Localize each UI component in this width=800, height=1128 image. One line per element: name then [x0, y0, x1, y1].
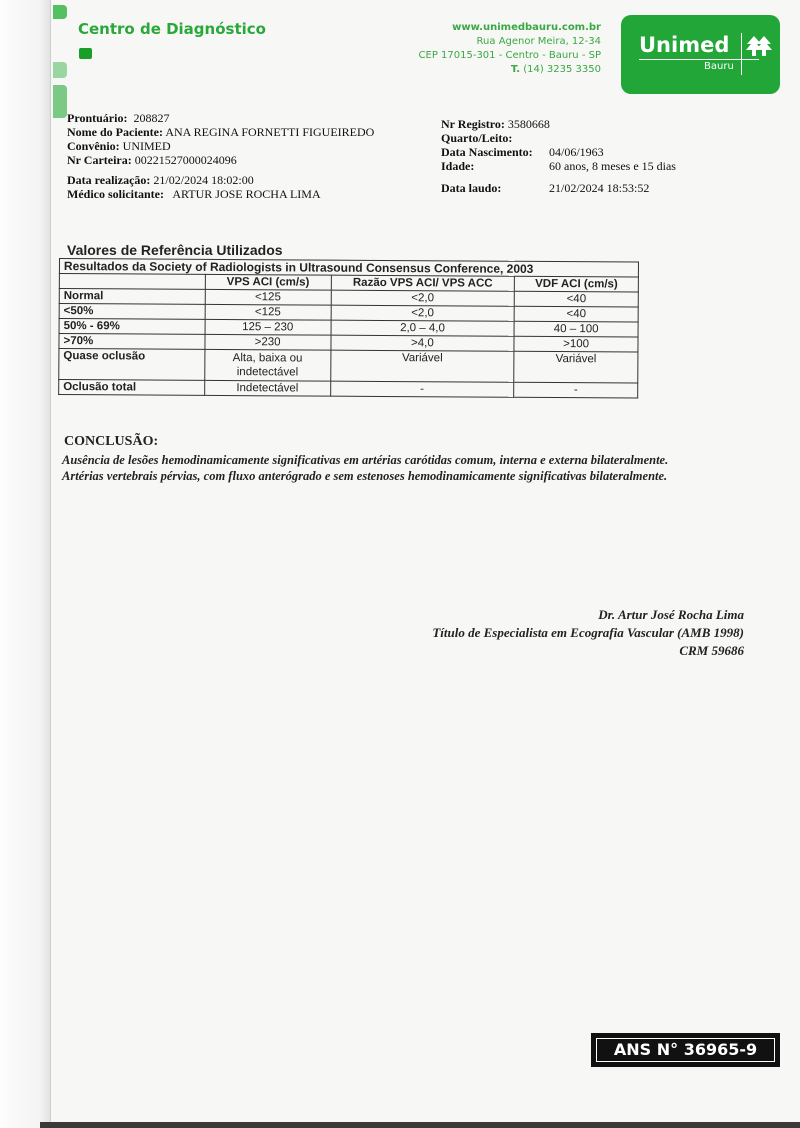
row-label: Normal [59, 289, 205, 305]
vdf-cell: >100 [514, 336, 638, 352]
idade-label: Idade: [441, 159, 475, 173]
phone-number: (14) 3235 3350 [523, 64, 601, 75]
row-label: 50% - 69% [59, 319, 205, 335]
table-caption: Resultados da Society of Radiologists in Ultrasound Consensus Conference, 2003 [59, 259, 638, 278]
vps-cell: Indetectável [204, 380, 330, 396]
conclusion-paragraph: Ausência de lesões hemodinamicamente significativas em artérias carótidas comum, interna e externa bilateralmente. [62, 453, 669, 467]
patient-info-right [441, 117, 676, 195]
row-label: <50% [59, 304, 205, 320]
row-label: Oclusão total [59, 380, 205, 396]
doctor-title: Título de Especialista em Ecografia Vascular (AMB 1998) [432, 625, 744, 640]
page-bottom-edge [40, 1122, 800, 1128]
vps-cell: <125 [205, 289, 331, 305]
vps-cell: >230 [205, 334, 331, 350]
column-header [59, 274, 205, 290]
green-tab-decoration [53, 5, 67, 19]
vps-cell: 125 – 230 [205, 319, 331, 335]
doctor-name: Dr. Artur José Rocha Lima [598, 607, 744, 622]
patient-name-row [67, 125, 374, 139]
prontuario-value: 208827 [133, 111, 170, 125]
patient-info-left [67, 111, 374, 201]
idade-value: 60 anos, 8 meses e 15 dias [549, 159, 676, 173]
vdf-cell: - [514, 382, 638, 398]
nascimento-label: Data Nascimento: [441, 145, 533, 159]
carteira-row [67, 153, 374, 167]
carteira-label: Nr Carteira: [67, 153, 132, 167]
patient-name-value: ANA REGINA FORNETTI FIGUEIREDO [165, 125, 375, 139]
page-binding-edge [0, 0, 51, 1128]
razao-cell: Variável [330, 350, 514, 382]
logo-divider [639, 59, 759, 60]
vps-cell: Alta, baixa ou indetectável [204, 349, 330, 381]
nascimento-value: 04/06/1963 [549, 145, 604, 159]
logo-subtitle: Bauru [704, 61, 734, 72]
carteira-value: 00221527000024096 [134, 153, 237, 167]
data-realizacao-value: 21/02/2024 18:02:00 [153, 173, 254, 187]
logo-divider [741, 33, 742, 75]
conclusion-body [62, 452, 748, 484]
vdf-cell: <40 [514, 306, 638, 322]
data-laudo-label: Data laudo: [441, 181, 502, 195]
address-line: CEP 17015-301 - Centro - Bauru - SP [418, 50, 601, 61]
doctor-crm: CRM 59686 [679, 643, 744, 658]
phone-label: T. [510, 64, 521, 75]
convenio-row [67, 139, 374, 153]
convenio-label: Convênio: [67, 139, 120, 153]
razao-cell: <2,0 [331, 290, 515, 306]
conclusion-title: CONCLUSÃO: [64, 434, 159, 449]
idade-row [441, 159, 676, 173]
razao-cell: <2,0 [331, 305, 515, 321]
row-label: Quase oclusão [59, 349, 205, 381]
green-tab-decoration [53, 85, 67, 118]
logo-name: Unimed [639, 33, 730, 57]
registro-label: Nr Registro: [441, 117, 505, 131]
vdf-cell: <40 [514, 291, 638, 307]
vdf-cell: Variável [514, 351, 638, 383]
unimed-tree-icon [745, 35, 773, 57]
unimed-logo [621, 15, 780, 94]
row-label: >70% [59, 334, 205, 350]
data-realizacao-label: Data realização: [67, 173, 151, 187]
table-row [59, 349, 638, 384]
vdf-cell: 40 – 100 [514, 321, 638, 337]
razao-cell: >4,0 [331, 335, 515, 351]
center-name: Centro de Diagnóstico [78, 20, 266, 38]
medico-label: Médico solicitante: [67, 187, 164, 201]
prontuario-row [67, 111, 374, 125]
registro-row [441, 117, 676, 131]
signature-block [432, 606, 744, 660]
address-block [419, 21, 601, 77]
razao-cell: - [330, 381, 514, 397]
prontuario-label: Prontuário: [67, 111, 128, 125]
medico-row [67, 187, 374, 201]
data-realizacao-row [67, 173, 374, 187]
table-row [59, 380, 638, 399]
quarto-row [441, 131, 676, 145]
reference-title: Valores de Referência Utilizados [67, 242, 283, 258]
patient-name-label: Nome do Paciente: [67, 125, 163, 139]
vps-cell: <125 [205, 304, 331, 320]
website-link[interactable]: www.unimedbauru.com.br [452, 22, 601, 33]
column-header: VPS ACI (cm/s) [205, 274, 331, 290]
convenio-value: UNIMED [122, 139, 171, 153]
ans-number: ANS N° 36965-9 [596, 1038, 775, 1062]
data-laudo-row [441, 181, 676, 195]
column-header: VDF ACI (cm/s) [515, 276, 639, 292]
address-line: Rua Agenor Meira, 12-34 [476, 36, 601, 47]
brand-square-icon [79, 48, 92, 59]
data-laudo-value: 21/02/2024 18:53:52 [549, 181, 650, 195]
registro-value: 3580668 [507, 117, 550, 131]
razao-cell: 2,0 – 4,0 [331, 320, 515, 336]
reference-table [58, 258, 639, 399]
quarto-label: Quarto/Leito: [441, 131, 513, 145]
column-header: Razão VPS ACI/ VPS ACC [331, 275, 515, 291]
phone-line [419, 63, 601, 77]
ans-badge [592, 1034, 779, 1066]
conclusion-paragraph: Artérias vertebrais pérvias, com fluxo anterógrado e sem estenoses hemodinamicamente significativas bilateralmente. [62, 469, 668, 483]
medico-value: ARTUR JOSE ROCHA LIMA [172, 187, 321, 201]
nascimento-row [441, 145, 676, 159]
green-tab-decoration [53, 62, 67, 78]
